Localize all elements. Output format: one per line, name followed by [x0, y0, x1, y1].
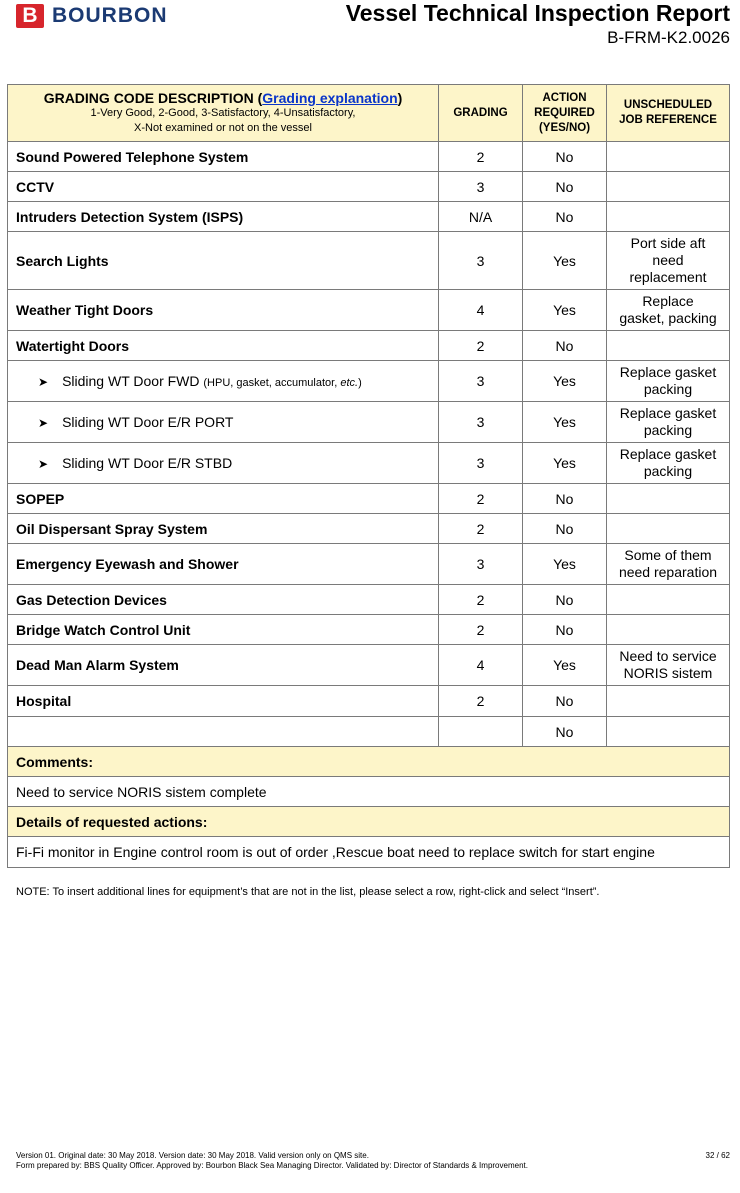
report-title: Vessel Technical Inspection Report: [345, 0, 730, 26]
details-label: Details of requested actions:: [8, 807, 730, 837]
action-cell[interactable]: No: [523, 172, 607, 202]
job-reference-cell[interactable]: Port side aft need replacement: [607, 232, 730, 290]
comments-text[interactable]: Need to service NORIS sistem complete: [8, 777, 730, 807]
item-name: Bridge Watch Control Unit: [8, 615, 439, 645]
job-reference-cell[interactable]: [607, 484, 730, 514]
job-reference-cell[interactable]: [607, 142, 730, 172]
table-row: [8, 172, 730, 202]
table-row: [8, 331, 730, 361]
details-label-row: [8, 807, 730, 837]
item-name: Dead Man Alarm System: [8, 645, 439, 686]
arrow-bullet-icon: ➤: [38, 416, 49, 430]
action-required-column-header: ACTION REQUIRED (YES/NO): [523, 85, 607, 142]
footer-version-line: Version 01. Original date: 30 May 2018. Version date: 30 May 2018. Valid version only on QMS site.: [16, 1151, 369, 1160]
action-cell[interactable]: No: [523, 615, 607, 645]
grading-cell[interactable]: 2: [439, 484, 523, 514]
table-row: [8, 484, 730, 514]
page-number: 32 / 62: [705, 1151, 730, 1160]
table-header-row: [8, 85, 730, 142]
details-text[interactable]: Fi-Fi monitor in Engine control room is out of order ,Rescue boat need to replace switch for start engine: [8, 837, 730, 868]
form-code: B-FRM-K2.0026: [607, 28, 730, 47]
action-cell[interactable]: No: [523, 142, 607, 172]
job-reference-cell[interactable]: [607, 615, 730, 645]
comments-label: Comments:: [8, 747, 730, 777]
grading-cell[interactable]: 2: [439, 585, 523, 615]
sub-item-name: ➤ Sliding WT Door E/R PORT: [8, 402, 439, 443]
arrow-bullet-icon: ➤: [38, 375, 49, 389]
item-name: CCTV: [8, 172, 439, 202]
job-reference-cell[interactable]: [607, 717, 730, 747]
action-cell[interactable]: Yes: [523, 402, 607, 443]
table-row: [8, 585, 730, 615]
item-name: Oil Dispersant Spray System: [8, 514, 439, 544]
insert-lines-note: NOTE: To insert additional lines for equipment’s that are not in the list, please select a row, right-click and select “Insert”.: [16, 886, 600, 898]
action-cell[interactable]: No: [523, 331, 607, 361]
table-row: [8, 290, 730, 331]
table-row: [8, 142, 730, 172]
action-cell[interactable]: Yes: [523, 645, 607, 686]
grading-cell[interactable]: 2: [439, 615, 523, 645]
item-name: SOPEP: [8, 484, 439, 514]
arrow-bullet-icon: ➤: [38, 457, 49, 471]
logo-badge-icon: B: [16, 4, 44, 28]
job-reference-cell[interactable]: Replace gasket packing: [607, 443, 730, 484]
grading-explanation-link[interactable]: Grading explanation: [262, 90, 398, 106]
grading-cell[interactable]: [439, 717, 523, 747]
inspection-table: [7, 84, 730, 868]
item-name: Hospital: [8, 686, 439, 717]
grading-scale-line-1: 1-Very Good, 2-Good, 3-Satisfactory, 4-Unsatisfactory,: [90, 107, 356, 119]
job-reference-cell[interactable]: Replace gasket, packing: [607, 290, 730, 331]
table-row: [8, 202, 730, 232]
grading-cell[interactable]: 3: [439, 361, 523, 402]
grading-cell[interactable]: N/A: [439, 202, 523, 232]
table-row: [8, 443, 730, 484]
grading-cell[interactable]: 3: [439, 544, 523, 585]
table-row: [8, 717, 730, 747]
logo-text: BOURBON: [52, 4, 168, 27]
grading-cell[interactable]: 4: [439, 290, 523, 331]
item-note: (HPU, gasket, accumulator, etc.): [203, 377, 362, 389]
action-cell[interactable]: No: [523, 514, 607, 544]
table-row: [8, 514, 730, 544]
table-row: [8, 402, 730, 443]
grading-cell[interactable]: 2: [439, 514, 523, 544]
details-row: [8, 837, 730, 868]
item-name: Watertight Doors: [8, 331, 439, 361]
item-name: Weather Tight Doors: [8, 290, 439, 331]
item-name: Search Lights: [8, 232, 439, 290]
job-reference-cell[interactable]: [607, 202, 730, 232]
item-name: Intruders Detection System (ISPS): [8, 202, 439, 232]
action-cell[interactable]: No: [523, 484, 607, 514]
job-reference-cell[interactable]: Replace gasket packing: [607, 361, 730, 402]
bourbon-logo: [16, 4, 168, 28]
sub-item-name: ➤ Sliding WT Door E/R STBD: [8, 443, 439, 484]
action-cell[interactable]: No: [523, 686, 607, 717]
item-name: Gas Detection Devices: [8, 585, 439, 615]
action-cell[interactable]: Yes: [523, 290, 607, 331]
table-row: [8, 544, 730, 585]
grading-column-header: GRADING: [439, 85, 523, 142]
table-row: [8, 361, 730, 402]
action-cell[interactable]: No: [523, 585, 607, 615]
grading-cell[interactable]: 3: [439, 402, 523, 443]
item-name: Sound Powered Telephone System: [8, 142, 439, 172]
action-cell[interactable]: No: [523, 202, 607, 232]
item-name[interactable]: [8, 717, 439, 747]
action-cell[interactable]: Yes: [523, 232, 607, 290]
job-reference-cell[interactable]: Some of them need reparation: [607, 544, 730, 585]
action-cell[interactable]: Yes: [523, 443, 607, 484]
job-reference-cell[interactable]: [607, 172, 730, 202]
grading-cell[interactable]: 2: [439, 686, 523, 717]
grading-cell[interactable]: 3: [439, 172, 523, 202]
action-cell[interactable]: Yes: [523, 544, 607, 585]
job-reference-cell[interactable]: [607, 514, 730, 544]
job-reference-cell[interactable]: Need to service NORIS sistem: [607, 645, 730, 686]
job-reference-cell[interactable]: [607, 585, 730, 615]
action-cell[interactable]: Yes: [523, 361, 607, 402]
table-row: [8, 645, 730, 686]
table-row: [8, 615, 730, 645]
grading-cell[interactable]: 3: [439, 232, 523, 290]
job-reference-cell[interactable]: [607, 331, 730, 361]
grading-cell[interactable]: 2: [439, 331, 523, 361]
sub-item-name: ➤ Sliding WT Door FWD (HPU, gasket, accumulator, etc.): [8, 361, 439, 402]
comments-label-row: [8, 747, 730, 777]
grading-scale-line-2: X-Not examined or not on the vessel: [134, 122, 312, 134]
table-row: [8, 686, 730, 717]
job-reference-cell[interactable]: Replace gasket packing: [607, 402, 730, 443]
footer-approval-line: Form prepared by: BBS Quality Officer. Approved by: Bourbon Black Sea Managing Director. Validated by: Director of Standards & Improvement.: [16, 1161, 528, 1170]
action-cell[interactable]: No: [523, 717, 607, 747]
grading-cell[interactable]: 2: [439, 142, 523, 172]
comments-row: [8, 777, 730, 807]
grading-cell[interactable]: 3: [439, 443, 523, 484]
job-reference-cell[interactable]: [607, 686, 730, 717]
job-reference-column-header: UNSCHEDULED JOB REFERENCE: [607, 85, 730, 142]
grading-code-description-header: GRADING CODE DESCRIPTION (Grading explanation) 1-Very Good, 2-Good, 3-Satisfactory, 4-Unsatisfactory, X-Not examined or not on the vessel: [8, 85, 439, 142]
item-name: Emergency Eyewash and Shower: [8, 544, 439, 585]
grading-cell[interactable]: 4: [439, 645, 523, 686]
table-row: [8, 232, 730, 290]
